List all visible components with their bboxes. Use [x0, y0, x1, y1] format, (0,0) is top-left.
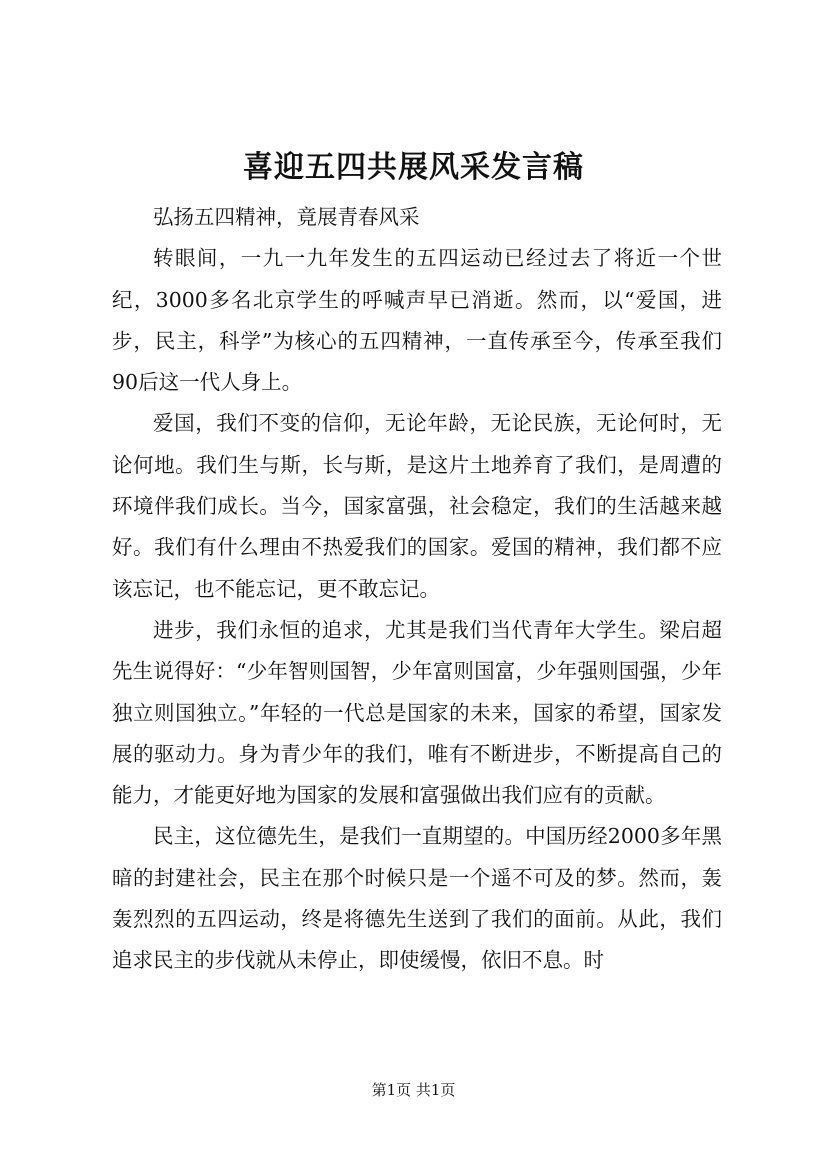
document-body [112, 197, 722, 982]
page-footer: 第1页 共1页 [371, 1081, 456, 1099]
paragraph-intro: 转眼间，一九一九年发生的五四运动已经过去了将近一个世纪，3000多名北京学生的呼喊声早已消逝。然而，以“爱国，进步，民主，科学”为核心的五四精神，一直传承至今，传承至我们90后这一代人身上。 [112, 246, 722, 395]
document-title: 喜迎五四共展风采发言稿 [243, 150, 584, 185]
paragraph-progress: 进步，我们永恒的追求，尤其是我们当代青年大学生。梁启超先生说得好：“少年智则国智，少年富则国富，少年强则国强，少年独立则国独立。”年轻的一代总是国家的未来，国家的希望，国家发展的驱动力。身为青少年的我们，唯有不断进步，不断提高自己的能力，才能更好地为国家的发展和富强做出我们应有的贡献。 [112, 617, 722, 808]
paragraph-patriotism: 爱国，我们不变的信仰，无论年龄，无论民族，无论何时，无论何地。我们生与斯，长与斯，是这片土地养育了我们，是周遭的环境伴我们成长。当今，国家富强，社会稳定，我们的生活越来越好。我们有什么理由不热爱我们的国家。爱国的精神，我们都不应该忘记，也不能忘记，更不敢忘记。 [112, 411, 722, 601]
paragraph-democracy: 民主，这位德先生，是我们一直期望的。中国历经2000多年黑暗的封建社会，民主在那个时候只是一个遥不可及的梦。然而，轰轰烈烈的五四运动，终是将德先生送到了我们的面前。从此，我们追求民主的步伐就从未停止，即使缓慢，依旧不息。时 [112, 824, 722, 973]
paragraph-subtitle: 弘扬五四精神，竟展青春风采 [153, 205, 420, 229]
